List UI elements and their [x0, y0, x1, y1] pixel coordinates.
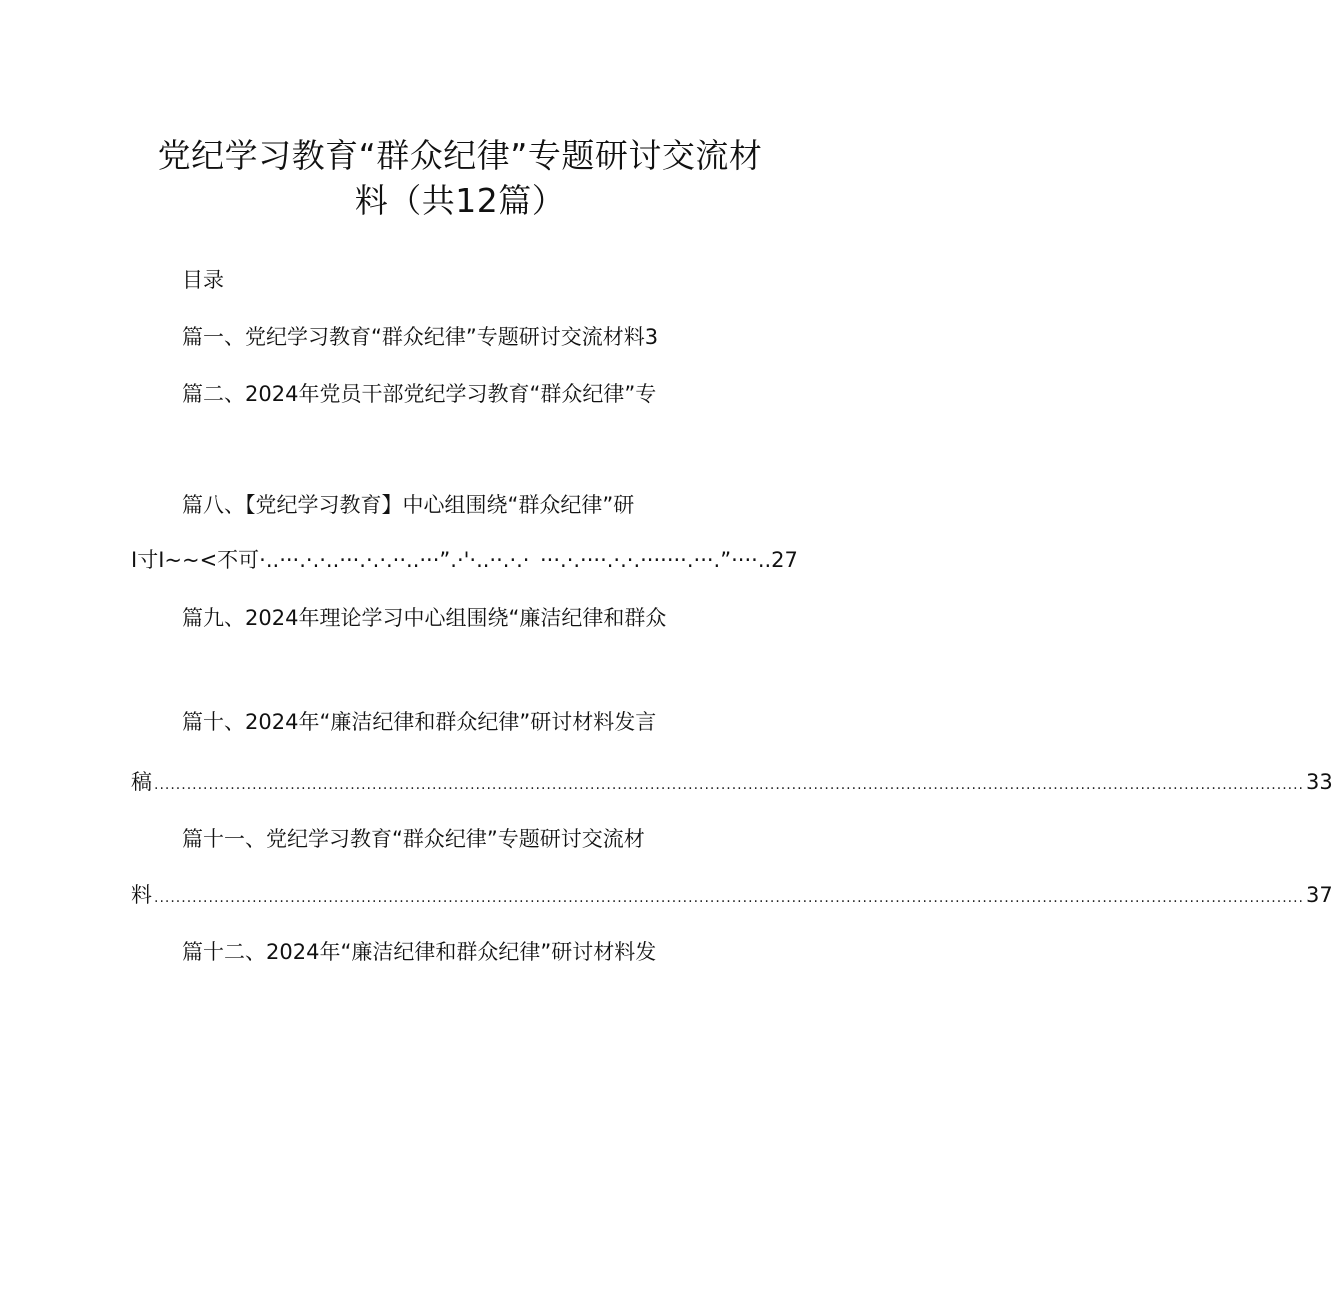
toc-entry-10: 篇十、2024年“廉洁纪律和群众纪律”研讨材料发言: [182, 710, 657, 734]
dot-leader: ...................................................................................................................................................................................................................: [154, 777, 1304, 793]
garbled-text-left: I寸I~~<不可·..···.·.·..···.·.·.··..···”.·'·..··.·.·: [131, 548, 530, 572]
garbled-text-right: ···.·.····.·.·.·······.···.”····..27: [540, 548, 798, 572]
toc-entry-11: 篇十一、党纪学习教育“群众纪律”专题研讨交流材: [182, 827, 645, 851]
toc-heading: 目录: [182, 268, 224, 292]
toc-entry-8: 篇八、【党纪学习教育】中心组围绕“群众纪律”研: [182, 493, 635, 517]
toc-entry-1: 篇一、党纪学习教育“群众纪律”专题研讨交流材料3: [182, 325, 659, 349]
document-title-line-2: 料（共12篇）: [354, 181, 566, 220]
toc-entry-2: 篇二、2024年党员干部党纪学习教育“群众纪律”专: [182, 382, 657, 406]
toc-entry-12: 篇十二、2024年“廉洁纪律和群众纪律”研讨材料发: [182, 940, 657, 964]
leader-text: 料: [131, 883, 152, 907]
page-number: 37: [1306, 883, 1333, 907]
dot-leader: ...................................................................................................................................................................................................................: [154, 890, 1304, 906]
toc-entry-9: 篇九、2024年理论学习中心组围绕“廉洁纪律和群众: [182, 606, 667, 630]
document-title-line-1: 党纪学习教育“群众纪律”专题研讨交流材: [157, 136, 763, 175]
leader-text: 稿: [131, 770, 152, 794]
page-number: 33: [1306, 770, 1333, 794]
toc-entry-10-leader: [131, 768, 1333, 799]
toc-entry-11-leader: [131, 881, 1333, 912]
